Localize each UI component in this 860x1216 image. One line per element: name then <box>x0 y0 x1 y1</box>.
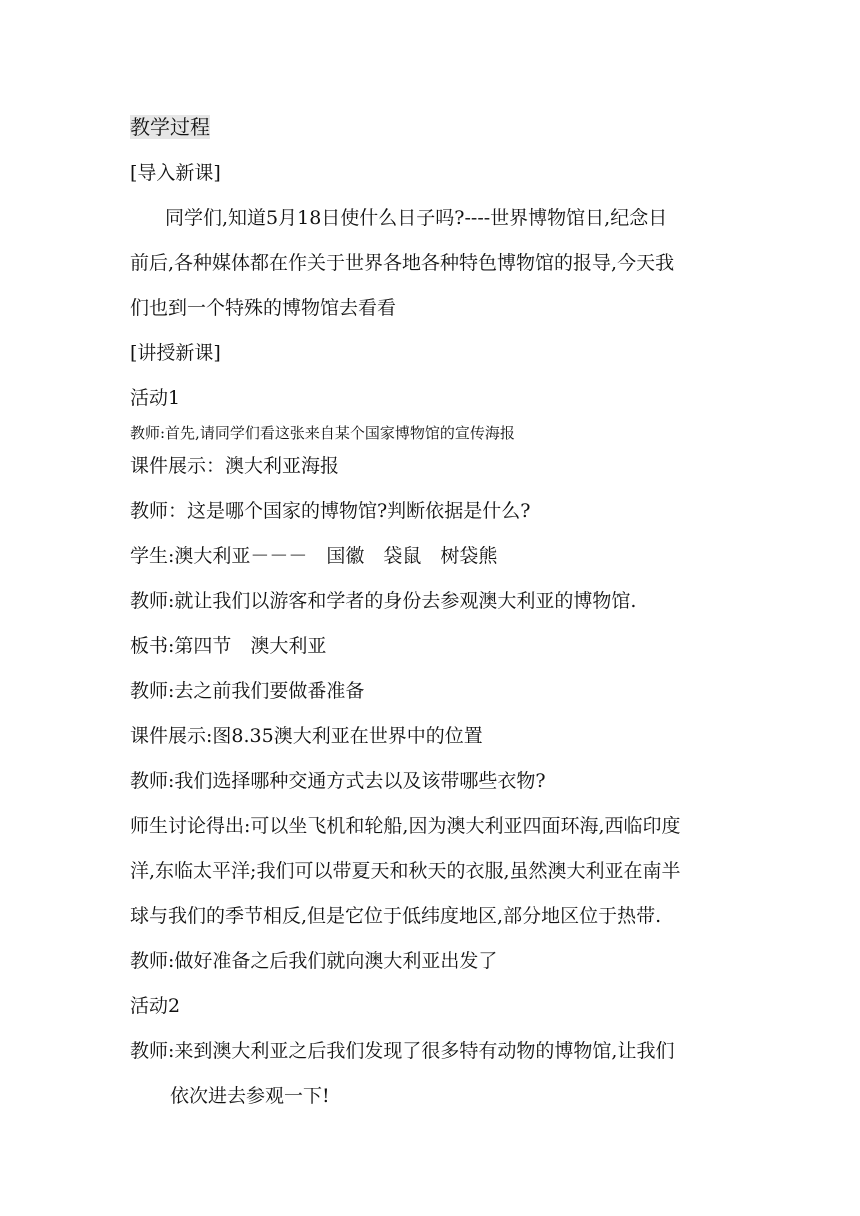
discussion-line-1: 师生讨论得出:可以坐飞机和轮船,因为澳大利亚四面环海,西临印度 <box>130 815 681 837</box>
discussion-line-3: 球与我们的季节相反,但是它位于低纬度地区,部分地区位于热带. <box>130 905 662 927</box>
intro-paragraph-line-1: 同学们,知道5月18日使什么日子吗?----世界博物馆日,纪念日 <box>165 207 668 229</box>
courseware-poster: 课件展示：澳大利亚海报 <box>130 455 340 477</box>
section-title: 教学过程 <box>130 115 210 139</box>
teacher-line-poster: 教师:首先,请同学们看这张来自某个国家博物馆的宣传海报 <box>130 424 515 442</box>
teacher-museum-line-1: 教师:来到澳大利亚之后我们发现了很多特有动物的博物馆,让我们 <box>130 1040 675 1062</box>
courseware-map: 课件展示:图8.35澳大利亚在世界中的位置 <box>130 725 483 747</box>
teacher-transport: 教师:我们选择哪种交通方式去以及该带哪些衣物? <box>130 770 546 792</box>
activity-2-label: 活动2 <box>130 995 181 1017</box>
teacher-depart: 教师:做好准备之后我们就向澳大利亚出发了 <box>130 950 498 972</box>
intro-paragraph-line-2: 前后,各种媒体都在作关于世界各地各种特色博物馆的报导,今天我 <box>130 252 675 274</box>
teacher-prepare: 教师:去之前我们要做番准备 <box>130 680 365 702</box>
teacher-museum-line-2: 依次进去参观一下! <box>170 1085 330 1107</box>
intro-paragraph-line-3: 们也到一个特殊的博物馆去看看 <box>130 297 397 319</box>
student-answer: 学生:澳大利亚－－－ 国徽 袋鼠 树袋熊 <box>130 545 498 567</box>
section-heading-new: [讲授新课] <box>130 342 221 364</box>
board-note: 板书:第四节 澳大利亚 <box>130 635 327 657</box>
discussion-line-2: 洋,东临太平洋;我们可以带夏天和秋天的衣服,虽然澳大利亚在南半 <box>130 860 681 882</box>
section-heading-intro: [导入新课] <box>130 162 221 184</box>
activity-1-label: 活动1 <box>130 387 181 409</box>
teacher-visit: 教师:就让我们以游客和学者的身份去参观澳大利亚的博物馆. <box>130 590 637 612</box>
teacher-question: 教师：这是哪个国家的博物馆?判断依据是什么? <box>130 500 531 522</box>
